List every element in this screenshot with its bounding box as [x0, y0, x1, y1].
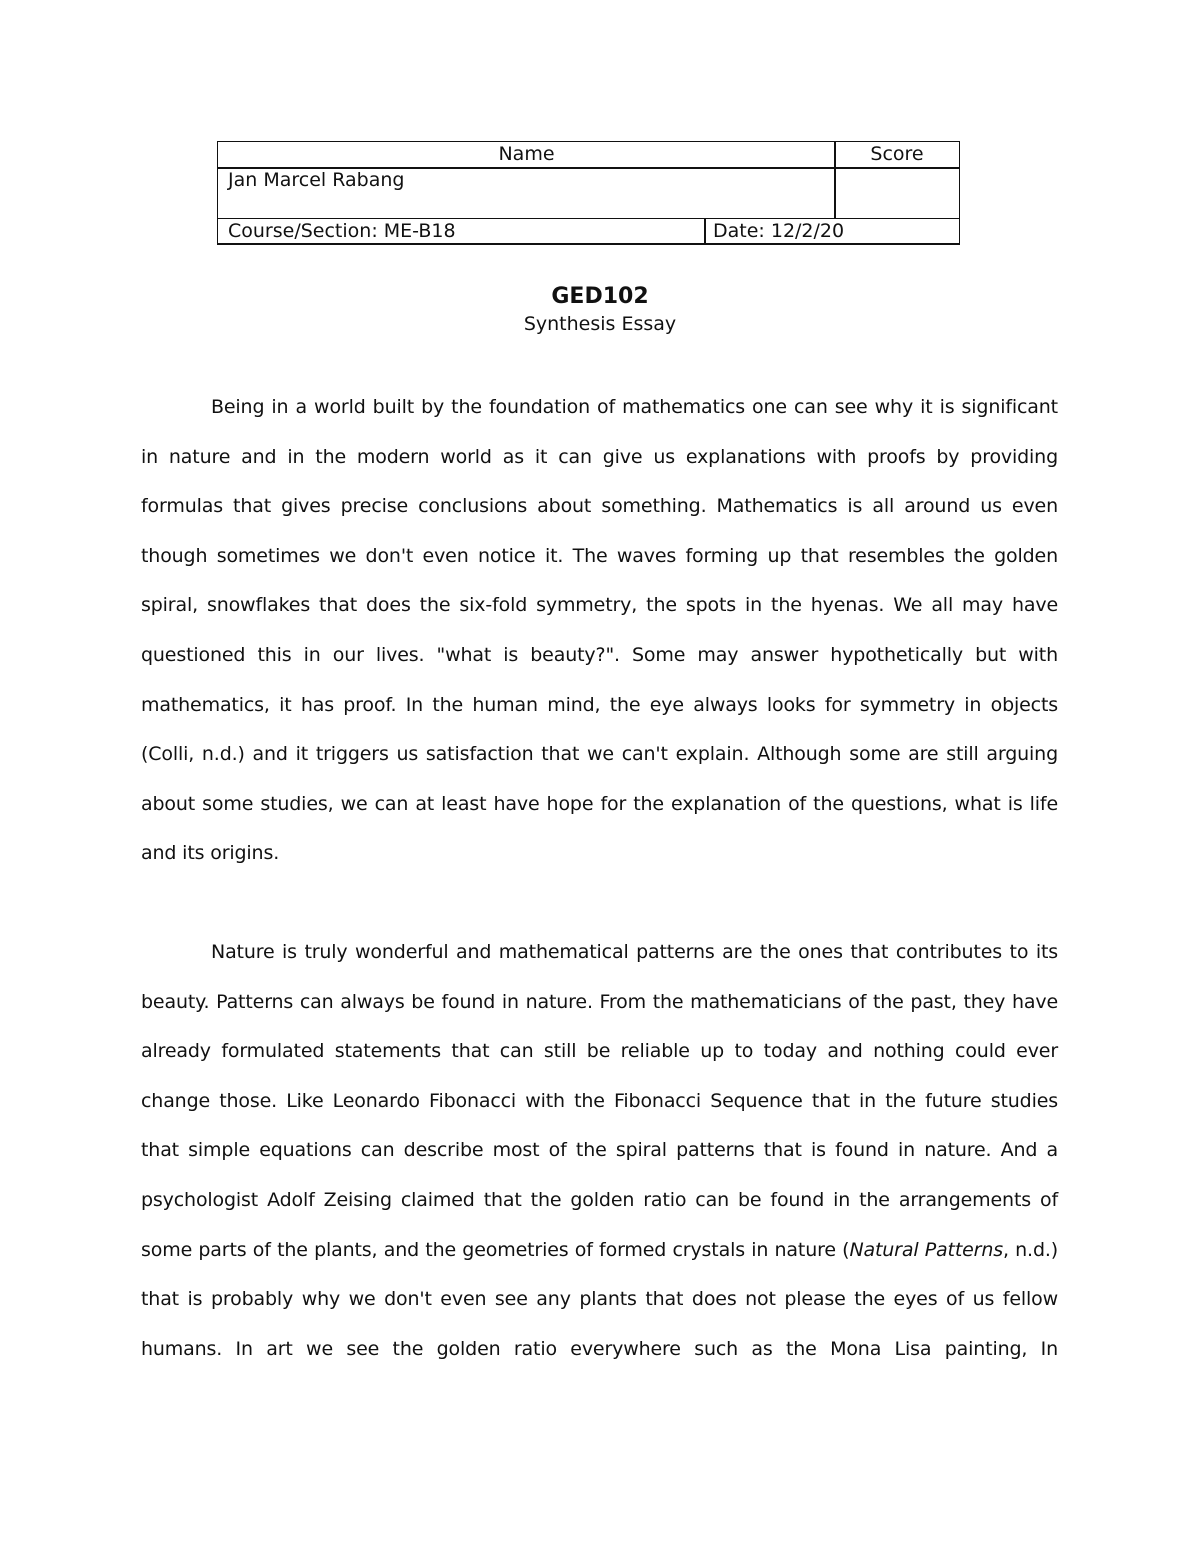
paragraph-line: in nature and in the modern world as it can give us explanations with proofs by providing [141, 445, 1058, 468]
line-text: , n.d.) [1003, 1238, 1059, 1261]
paragraph-line: humans. In art we see the golden ratio everywhere such as the Mona Lisa painting, In [141, 1337, 1058, 1360]
student-name: Jan Marcel Rabang [228, 169, 405, 191]
paragraph-line: and its origins. [141, 842, 280, 865]
paragraph-line: questioned this in our lives. "what is beauty?". Some may answer hypothetically but with [141, 643, 1058, 666]
paragraph-line: beauty. Patterns can always be found in nature. From the mathematicians of the past, they have [141, 990, 1058, 1013]
paragraph-line: that simple equations can describe most of the spiral patterns that is found in nature. And a [141, 1139, 1058, 1162]
paragraph-line: Being in a world built by the foundation of mathematics one can see why it is significant [211, 396, 1058, 418]
date-cell [704, 218, 960, 245]
date: Date: 12/2/20 [713, 220, 845, 242]
course-section: Course/Section: ME-B18 [228, 220, 456, 242]
paragraph-1 [141, 383, 1058, 879]
name-label: Name [498, 143, 555, 165]
name-value-cell [217, 167, 836, 219]
name-header-cell [217, 141, 836, 169]
italic-citation: Natural Patterns [849, 1238, 1003, 1261]
score-label: Score [870, 143, 924, 165]
document-title: GED102 [551, 284, 649, 309]
score-header-cell [834, 141, 960, 169]
score-value-cell [834, 167, 960, 219]
paragraph-line: (Colli, n.d.) and it triggers us satisfaction that we can't explain. Although some are still arguing [141, 743, 1058, 766]
paragraph-2 [141, 928, 1058, 1374]
paragraph-line: mathematics, it has proof. In the human mind, the eye always looks for symmetry in objects [141, 693, 1058, 716]
paragraph-line: about some studies, we can at least have hope for the explanation of the questions, what is life [141, 792, 1058, 815]
paragraph-line: Nature is truly wonderful and mathematical patterns are the ones that contributes to its [211, 941, 1058, 963]
paragraph-line: though sometimes we don't even notice it. The waves forming up that resembles the golden [141, 544, 1058, 567]
paragraph-line: spiral, snowflakes that does the six-fold symmetry, the spots in the hyenas. We all may have [141, 594, 1058, 617]
paragraph-line-with-citation [141, 1226, 1058, 1276]
document-subtitle: Synthesis Essay [523, 313, 677, 335]
header-table [217, 141, 960, 245]
course-section-cell [217, 218, 706, 245]
line-text: some parts of the plants, and the geometries of formed crystals in nature ( [141, 1238, 850, 1261]
paragraph-line: that is probably why we don't even see any plants that does not please the eyes of us fellow [141, 1288, 1058, 1311]
paragraph-line: formulas that gives precise conclusions about something. Mathematics is all around us even [141, 495, 1058, 518]
paragraph-line: psychologist Adolf Zeising claimed that the golden ratio can be found in the arrangements of [141, 1188, 1058, 1211]
paragraph-line: change those. Like Leonardo Fibonacci with the Fibonacci Sequence that in the future studies [141, 1089, 1058, 1112]
paragraph-line: already formulated statements that can still be reliable up to today and nothing could ever [141, 1040, 1058, 1063]
